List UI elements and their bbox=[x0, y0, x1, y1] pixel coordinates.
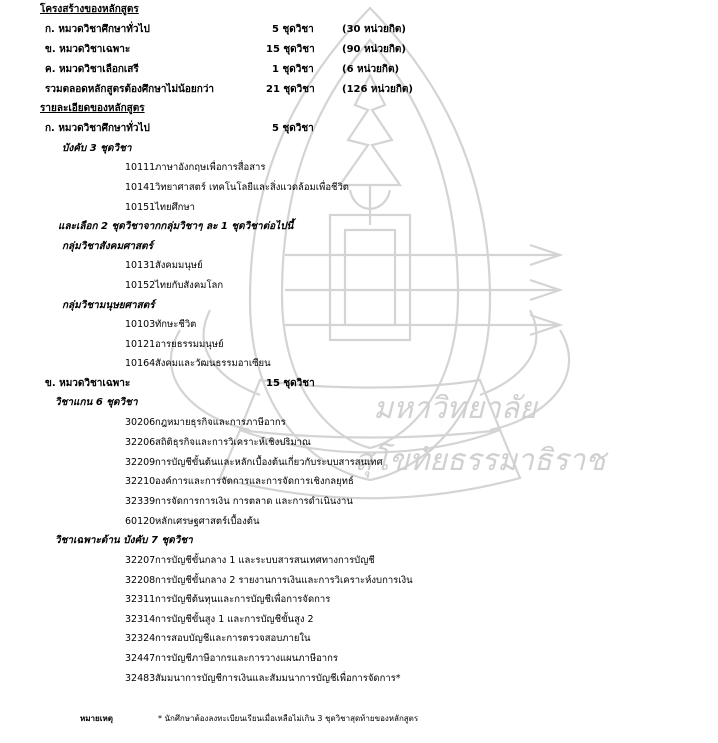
course-code: 10111 bbox=[125, 162, 156, 173]
course-code: 32447 bbox=[125, 653, 156, 664]
note-text: * นักศึกษาต้องลงทะเบียนเรียนเมื่อเหลือไม่เกิน 3 ชุดวิชาสุดท้ายของหลักสูตร bbox=[158, 714, 419, 723]
course-name: องค์การและการจัดการและการจัดการเชิงกลยุทธ์ bbox=[155, 476, 354, 487]
course-name: การบัญชีขั้นต้นและหลักเบื้องต้นเกี่ยวกับระบบสารสนเทศ bbox=[155, 457, 383, 468]
specific-category-label: ข. หมวดวิชาเฉพาะ bbox=[45, 378, 131, 389]
structure-total-label: รวมตลอดหลักสูตรต้องศึกษาไม่น้อยกว่า bbox=[45, 84, 215, 95]
course-code: 32208 bbox=[125, 575, 156, 586]
details-heading: รายละเอียดของหลักสูตร bbox=[40, 103, 145, 114]
course-code: 30206 bbox=[125, 417, 156, 428]
course-code: 32483 bbox=[125, 673, 156, 684]
course-code: 10164 bbox=[125, 358, 156, 369]
structure-total-count: 21 ชุดวิชา bbox=[266, 84, 315, 95]
structure-row-count: 5 ชุดวิชา bbox=[272, 24, 314, 35]
structure-total-credits: (126 หน่วยกิต) bbox=[342, 84, 413, 95]
major-subtitle: วิชาเฉพาะด้าน บังคับ 7 ชุดวิชา bbox=[55, 535, 193, 546]
course-name: ทักษะชีวิต bbox=[155, 319, 197, 330]
structure-heading: โครงสร้างของหลักสูตร bbox=[40, 4, 139, 15]
course-name: การบัญชีต้นทุนและการบัญชีเพื่อการจัดการ bbox=[155, 594, 331, 605]
course-name: กฎหมายธุรกิจและการภาษีอากร bbox=[155, 417, 286, 428]
seal-text-top: มหาวิทยาลัย bbox=[373, 391, 537, 426]
course-code: 60120 bbox=[125, 516, 156, 527]
social-group-title: กลุ่มวิชาสังคมศาสตร์ bbox=[62, 241, 153, 252]
course-code: 10152 bbox=[125, 280, 156, 291]
structure-row-count: 15 ชุดวิชา bbox=[266, 44, 315, 55]
course-name: หลักเศรษฐศาสตร์เบื้องต้น bbox=[155, 516, 260, 527]
structure-row-label: ก. หมวดวิชาศึกษาทั่วไป bbox=[45, 24, 150, 35]
course-code: 32206 bbox=[125, 437, 156, 448]
course-name: ไทยกับสังคมโลก bbox=[155, 280, 224, 291]
structure-row-label: ค. หมวดวิชาเลือกเสรี bbox=[45, 64, 139, 75]
required-subtitle: บังคับ 3 ชุดวิชา bbox=[62, 143, 132, 154]
course-code: 32209 bbox=[125, 457, 156, 468]
structure-row-credits: (30 หน่วยกิต) bbox=[342, 24, 406, 35]
structure-row-label: ข. หมวดวิชาเฉพาะ bbox=[45, 44, 131, 55]
course-name: สังคมมนุษย์ bbox=[155, 260, 203, 271]
general-category-count: 5 ชุดวิชา bbox=[272, 123, 314, 134]
course-name: อารยธรรมมนุษย์ bbox=[155, 339, 224, 350]
course-code: 32207 bbox=[125, 555, 156, 566]
course-code: 10141 bbox=[125, 182, 156, 193]
course-name: การจัดการการเงิน การตลาด และการดำเนินงาน bbox=[155, 496, 353, 507]
structure-row-credits: (90 หน่วยกิต) bbox=[342, 44, 406, 55]
course-name: การบัญชีขั้นสูง 1 และการบัญชีขั้นสูง 2 bbox=[155, 614, 314, 625]
course-name: สัมมนาการบัญชีการเงินและสัมมนาการบัญชีเพื่อการจัดการ* bbox=[155, 673, 401, 684]
course-code: 10131 bbox=[125, 260, 156, 271]
course-code: 32311 bbox=[125, 594, 156, 605]
course-name: สถิติธุรกิจและการวิเคราะห์เชิงปริมาณ bbox=[155, 437, 311, 448]
note-label: หมายเหตุ bbox=[80, 714, 113, 723]
course-code: 10151 bbox=[125, 202, 156, 213]
course-name: ภาษาอังกฤษเพื่อการสื่อสาร bbox=[155, 162, 266, 173]
course-code: 10103 bbox=[125, 319, 156, 330]
course-name: การสอบบัญชีและการตรวจสอบภายใน bbox=[155, 633, 311, 644]
seal-text-bottom: สุโขทัยธรรมาธิราช bbox=[354, 443, 606, 478]
core-subtitle: วิชาแกน 6 ชุดวิชา bbox=[55, 397, 138, 408]
course-code: 10121 bbox=[125, 339, 156, 350]
general-category-label: ก. หมวดวิชาศึกษาทั่วไป bbox=[45, 123, 150, 134]
course-name: ไทยศึกษา bbox=[155, 202, 195, 213]
course-code: 32314 bbox=[125, 614, 156, 625]
course-name: การบัญชีขั้นกลาง 2 รายงานการเงินและการวิเคราะห์งบการเงิน bbox=[155, 575, 413, 586]
course-code: 32324 bbox=[125, 633, 156, 644]
humanities-group-title: กลุ่มวิชามนุษยศาสตร์ bbox=[62, 300, 155, 311]
structure-row-count: 1 ชุดวิชา bbox=[272, 64, 314, 75]
course-name: การบัญชีขั้นกลาง 1 และระบบสารสนเทศทางการบัญชี bbox=[155, 555, 375, 566]
course-code: 32210 bbox=[125, 476, 156, 487]
course-code: 32339 bbox=[125, 496, 156, 507]
course-name: วิทยาศาสตร์ เทคโนโลยีและสิ่งแวดล้อมเพื่อชีวิต bbox=[155, 182, 349, 193]
course-name: สังคมและวัฒนธรรมอาเซียน bbox=[155, 358, 271, 369]
structure-row-credits: (6 หน่วยกิต) bbox=[342, 64, 400, 75]
specific-category-count: 15 ชุดวิชา bbox=[266, 378, 315, 389]
elective-subtitle: และเลือก 2 ชุดวิชาจากกลุ่มวิชาๆ ละ 1 ชุดวิชาต่อไปนี้ bbox=[58, 221, 294, 232]
course-name: การบัญชีภาษีอากรและการวางแผนภาษีอากร bbox=[155, 653, 338, 664]
